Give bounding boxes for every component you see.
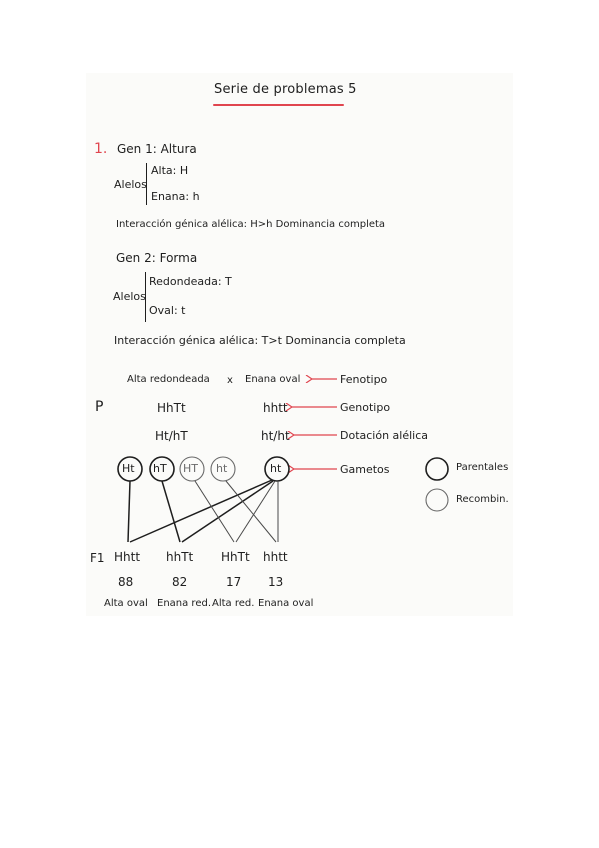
parent1-genotype: HhTt xyxy=(157,401,186,415)
line-hT-to-f2 xyxy=(162,481,180,542)
line-Ht-to-f1 xyxy=(128,481,130,542)
offspring-3-genotype: HhTt xyxy=(221,550,250,564)
parent1-dotation: Ht/hT xyxy=(155,429,188,443)
offspring-2-genotype: hhTt xyxy=(166,550,194,564)
gamete-2-circle xyxy=(150,457,174,481)
gamete-1-circle xyxy=(118,457,142,481)
legend-parentales-label: Parentales xyxy=(456,462,509,473)
legend-parentales-circle xyxy=(426,458,448,480)
gamete-5-label: ht xyxy=(270,462,282,475)
parent2-genotype: hhtt xyxy=(263,401,288,415)
gen1-alleles-label: Alelos xyxy=(114,178,147,191)
annotation-dotacion: Dotación alélica xyxy=(340,429,429,442)
legend-recombinantes-label: Recombin. xyxy=(456,494,509,505)
gen2-alleles-label: Alelos xyxy=(113,290,146,303)
gamete-5-circle xyxy=(265,457,289,481)
gamete-4-circle xyxy=(211,457,235,481)
offspring-1-count: 88 xyxy=(118,575,134,589)
gamete-4-label: ht xyxy=(216,462,228,475)
offspring-2-count: 82 xyxy=(172,575,188,589)
offspring-2-phenotype: Enana red. xyxy=(157,598,211,609)
parental-generation-label: P xyxy=(95,399,104,415)
problem-number: 1. xyxy=(94,141,108,157)
offspring-1-genotype: Hhtt xyxy=(114,550,141,564)
gamete-2-label: hT xyxy=(153,462,167,475)
offspring-4-phenotype: Enana oval xyxy=(258,598,314,609)
annotation-gametos: Gametos xyxy=(340,463,390,476)
line-ht-to-f2 xyxy=(182,481,273,542)
gen1-heading: Gen 1: Altura xyxy=(117,142,197,156)
gen1-allele-recessive: Enana: h xyxy=(151,190,200,203)
gen2-allele-recessive: Oval: t xyxy=(149,304,186,317)
gen1-interaction: Interacción génica alélica: H>h Dominancia completa xyxy=(116,219,386,230)
parent1-phenotype: Alta redondeada xyxy=(127,374,210,385)
offspring-1-phenotype: Alta oval xyxy=(104,598,148,609)
gamete-3-label: HT xyxy=(183,462,198,475)
offspring-3-phenotype: Alta red. xyxy=(212,598,255,609)
annotation-genotipo: Genotipo xyxy=(340,401,391,414)
gen2-heading: Gen 2: Forma xyxy=(116,251,198,265)
line-ht-to-f3 xyxy=(236,481,275,542)
f1-generation-label: F1 xyxy=(90,551,105,565)
annotation-fenotipo: Fenotipo xyxy=(340,373,388,386)
offspring-3-count: 17 xyxy=(226,575,242,589)
gamete-3-circle xyxy=(180,457,204,481)
page-title: Serie de problemas 5 xyxy=(214,82,357,97)
line-ht4-to-f4 xyxy=(226,481,276,542)
gamete-1-label: Ht xyxy=(122,462,135,475)
cross-symbol: x xyxy=(227,375,233,386)
offspring-4-count: 13 xyxy=(268,575,284,589)
gen2-interaction: Interacción génica alélica: T>t Dominancia completa xyxy=(114,334,406,347)
parent2-dotation: ht/ht xyxy=(261,429,290,443)
legend-recombinantes-circle xyxy=(426,489,448,511)
parent2-phenotype: Enana oval xyxy=(245,374,301,385)
offspring-4-genotype: hhtt xyxy=(263,550,288,564)
gen1-allele-dominant: Alta: H xyxy=(151,164,189,177)
gen2-allele-dominant: Redondeada: T xyxy=(149,275,232,288)
